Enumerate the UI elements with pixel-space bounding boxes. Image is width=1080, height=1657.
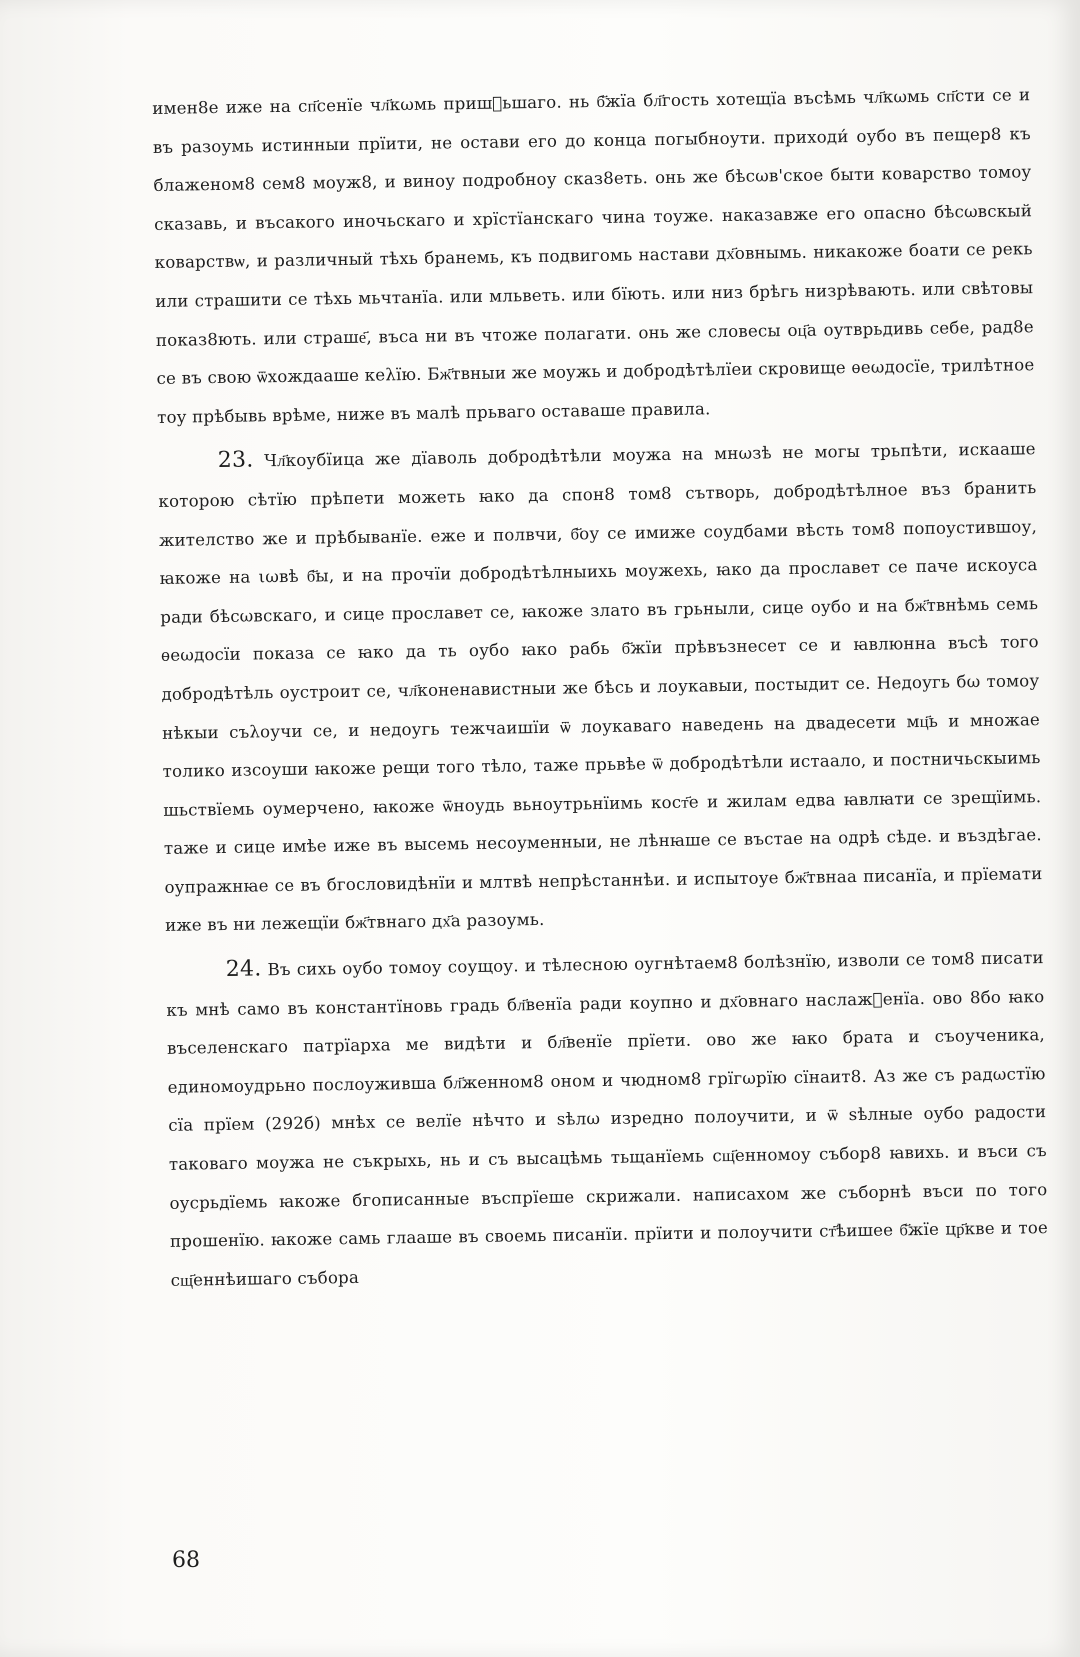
paragraph-24 xyxy=(166,938,1049,1300)
paragraph-number: 24. xyxy=(225,956,262,983)
paragraph-text: Чл҃коубїица же дїаволь добродѣтѣли моужа на мнωзѣ не могы трьпѣти, искааше которою сѣтїю прѣпети можеть ꙗко да спон8 том8 сътворь, добродѣтѣлное въз бранить жителство же и прѣбыванїе. еже и полвчи, б҃оу се имиже соудбами вѣсть том8 попоустившоу, ꙗкоже на ιωвѣ б҃ы, и на прочїи добродѣтѣлныихь моужехь, ꙗко да прославет се паче искоуса ради бѣсωвскаго, и сице прославет се, ꙗкоже злато въ грьныли, сице оубо и на бж҃твнѣмь семь ѳеωдосїи показа се ꙗко да ть оубо ꙗко рабь б҃жїи прѣвъзнесет се и ꙗвлюнна въсѣ того добродѣтѣль оустроит се, чл҃коненавистныи же бѣсь и лоукавыи, постыдит се. Недоугь бω томоу нѣкыи съλоучи се, и недоугь тежчаишїи ѿ лоукаваго наведень на двадесети мц҃ь и множае толико изсоуши ꙗкоже рещи того тѣло, таже прьвѣе ѿ добродѣтѣли истаало, и постничьскыимь шьствїемь оумерчено, ꙗкоже ѿноудь вьноутрьнїимь кост҃е и жилам едва ꙗвлꙗти се зрещїимь. таже и сице имѣе иже въ высемь несоуменныи, не лѣнꙗше се въстае на одрѣ сѣде. и въздѣгае. оупражнꙗе се въ бгословидѣнїи и млтвѣ непрѣстаннѣи. и испытоуе бж҃твнаа писанїа, и прїемати иже въ ни лежещїи бж҃твнаго дх҃а разоумь. xyxy=(158,439,1043,936)
paragraph-text: имен8е иже на сп҃сенїе чл҃кωмь пришⷣьшаго. нь б҃жїа бл҃гость хотещїа въсѣмь чл҃кωмь сп҃сти се и въ разоумь истинныи прїити, не остави его до конца погыбноути. приходи́ оубо въ пещер8 къ блаженом8 сем8 моуж8, и виноу подробноу сказ8еть. онь же бѣсωв'ское быти коварство томоу сказавь, и въсакого иночьскаго и хрїстїанскаго чина тоуже. наказавже его опасно бѣсωвскый коварствѡ, и различный тѣхь бранемь, къ подвигомь настави дх҃овнымь. никакоже боати се рекь или страшити се тѣхь мьчтанїа. или мльветь. или бїють. или низ брѣгь низрѣвають. или свѣтовы показ8ють. или страше҃, въса ни въ чтоже полагати. онь же словесы оц҃а оутврьдивь себе, рад8е се въ свою ѿхождааше кеλїю. Бж҃твныи же моужь и добродѣтѣлїеи скровище ѳеωдосїе, трилѣтное тоу прѣбывь врѣме, ниже въ малѣ прьваго оставаше правила. xyxy=(152,85,1035,427)
paragraph-text: Въ сихь оубо томоу соущоу. и тѣлесною оугнѣтаем8 болѣзнїю, изволи се том8 писати къ мнѣ само въ константїновь градь бл҃венїа ради коупно и дх҃овнаго наслажⷷенїа. ово 8бо ꙗко въселенскаго патрїарха ме видѣти и бл҃венїе прїети. ово же ꙗко брата и съоученика, единомоудрьно послоуживша бл҃женном8 оном и чюдном8 грїгωрїю сїнаит8. Аз же съ радωстїю сїа прїем (292б) мнѣх се велїе нѣчто и sѣлω изредно полоучити, и ѿ sѣлные оубо радости таковаго моужа не съкрыхь, нь и съ высацѣмь тьщанїемь сщ҃енномоу събор8 ꙗвихь. и въси съ оусрьдїемь ꙗкоже бгописанные въспрїеше скрижали. написахом же съборнѣ въси по того прошенїю. ꙗкоже самь глааше въ своемь писанїи. прїити и полоучити ст҃ѣишее б҃жїе цр҃кве и тое сщ҃еннѣишаго събора xyxy=(166,948,1049,1290)
paragraph-number: 23. xyxy=(217,447,254,474)
paragraph-23 xyxy=(158,430,1044,946)
page-text xyxy=(152,76,1049,1300)
page-number: 68 xyxy=(172,1548,200,1573)
paragraph-intro xyxy=(152,76,1035,437)
